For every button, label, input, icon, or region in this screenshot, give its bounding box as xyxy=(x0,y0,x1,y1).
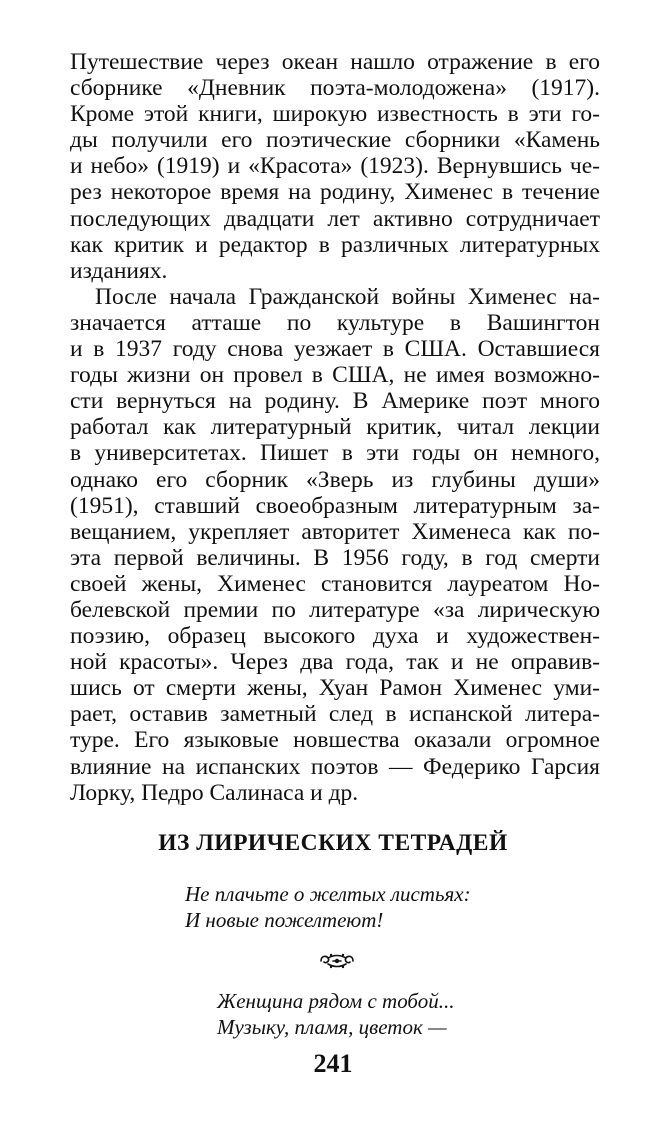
text-line: изданиях. xyxy=(70,257,168,284)
text-line: и в 1937 году снова уезжает в США. Оставшиеся xyxy=(70,336,600,363)
text-line: своей жены, Хименес становится лауреатом Но- xyxy=(70,570,600,597)
text-line: белевской премии по литературе «за лирическую xyxy=(70,596,600,623)
poem-excerpt xyxy=(217,988,547,1040)
poem-line: Музыку, пламя, цветок — xyxy=(217,1015,447,1039)
text-line: как критик и редактор в различных литературных xyxy=(70,231,600,258)
text-line: После начала Гражданской войны Хименес на- xyxy=(95,283,600,310)
text-line: сборнике «Дневник поэта-молодожена» (1917). xyxy=(70,75,600,102)
text-line: рает, оставив заметный след в испанской литера- xyxy=(70,701,600,728)
text-line: значается атташе по культуре в Вашингтон xyxy=(70,309,600,336)
paragraph xyxy=(70,284,600,806)
text-line: шись от смерти жены, Хуан Рамон Хименес уми- xyxy=(70,675,600,702)
text-line: Путешествие через океан нашло отражение в его xyxy=(70,49,600,75)
text-line: последующих двадцати лет активно сотрудничает xyxy=(70,205,600,232)
epigraph-line: Не плачьте о желтых листьях: xyxy=(185,882,471,906)
text-line: однако его сборник «Зверь из глубины души» xyxy=(70,466,600,493)
text-line: вещанием, укрепляет авторитет Хименеса как по- xyxy=(70,518,600,545)
body-text xyxy=(70,49,600,806)
text-line: сти вернуться на родину. В Америке поэт много xyxy=(70,388,600,415)
epigraph xyxy=(185,881,545,933)
text-line: в университетах. Пишет в эти годы он немного, xyxy=(70,440,600,467)
text-line: годы жизни он провел в США, не имея возможно- xyxy=(70,362,600,389)
text-line: работал как литературный критик, читал лекции xyxy=(70,414,600,441)
text-line: (1951), ставший своеобразным литературным за- xyxy=(70,492,600,519)
paragraph xyxy=(70,49,600,284)
text-line: Лорку, Педро Салинаса и др. xyxy=(70,779,359,806)
epigraph-line: И новые пожелтеют! xyxy=(185,908,384,932)
text-line: Кроме этой книги, широкую известность в эти го- xyxy=(70,101,600,128)
section-title: ИЗ ЛИРИЧЕСКИХ ТЕТРАДЕЙ xyxy=(158,830,508,856)
poem-line: Женщина рядом с тобой... xyxy=(217,989,455,1013)
text-line: рез некоторое время на родину, Хименес в течение xyxy=(70,179,600,206)
text-line: влияние на испанских поэтов — Федерико Гарсия xyxy=(70,753,600,780)
text-line: и небо» (1919) и «Красота» (1923). Вернувшись че- xyxy=(70,153,600,180)
page-number: 241 xyxy=(313,1049,353,1078)
text-line: туре. Его языковые новшества оказали огромное xyxy=(70,727,600,754)
text-line: ды получили его поэтические сборники «Камень xyxy=(70,127,600,154)
text-line: эта первой величины. В 1956 году, в год смерти xyxy=(70,544,600,571)
floral-ornament-icon xyxy=(317,951,357,971)
text-line: ной красоты». Через два года, так и не оправив- xyxy=(70,649,600,676)
text-line: поэзию, образец высокого духа и художествен- xyxy=(70,623,600,650)
